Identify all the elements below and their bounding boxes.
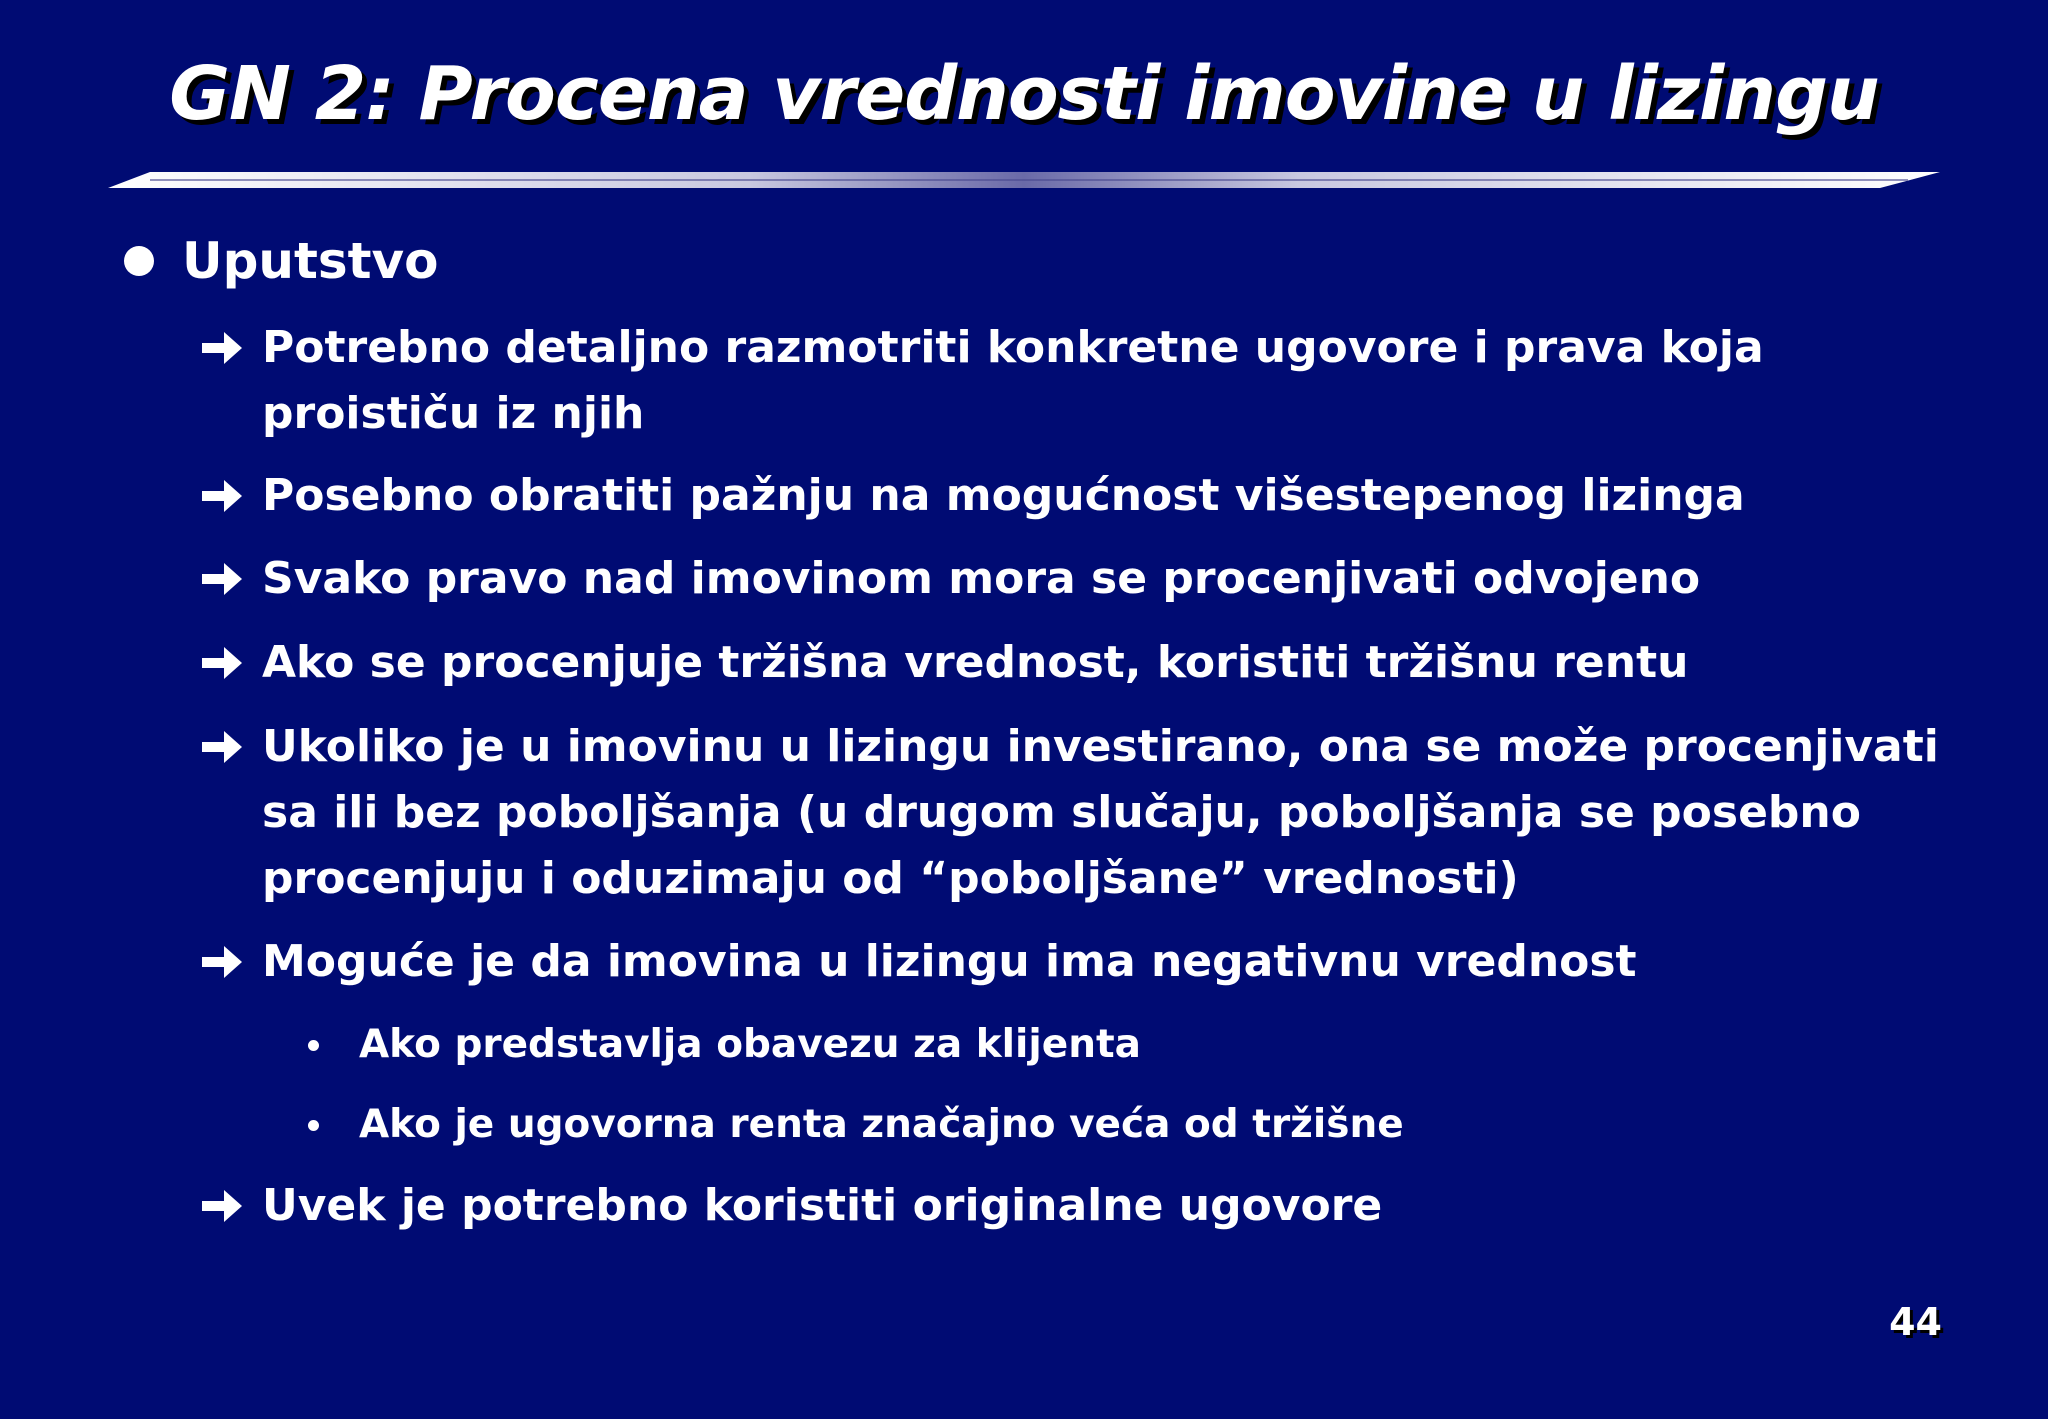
sub-list-item-text: Ako je ugovorna renta značajno veća od tržišne: [359, 1102, 1404, 1147]
right-arrow-icon: [200, 463, 262, 529]
list-item: [200, 463, 1745, 529]
list-item-text: Ako se procenjuje tržišna vrednost, koristiti tržišnu rentu: [262, 637, 1689, 688]
bullet-dot-icon: [308, 1040, 319, 1051]
right-arrow-icon: [200, 546, 262, 612]
sub-list-item: [308, 1095, 1404, 1155]
list-item: [200, 929, 1637, 995]
right-arrow-icon: [200, 714, 262, 780]
title-divider: [108, 170, 1940, 190]
list-item-text: Potrebno detaljno razmotriti konkretne ugovore i prava koja proističu iz njih: [262, 322, 1764, 439]
bullet-dot-icon: [308, 1120, 319, 1131]
right-arrow-icon: [200, 1173, 262, 1239]
list-item-text: Ukoliko je u imovinu u lizingu investirano, ona se može procenjivati sa ili bez poboljšanja (u drugom slučaju, poboljšanja se posebno procenjuju i oduzimaju od “poboljšane” vrednosti): [262, 721, 1939, 904]
list-item-text: Uvek je potrebno koristiti originalne ugovore: [262, 1180, 1383, 1231]
list-item: [200, 546, 1700, 612]
right-arrow-icon: [200, 630, 262, 696]
sub-list-item-text: Ako predstavlja obavezu za klijenta: [359, 1022, 1141, 1067]
list-item-text: Posebno obratiti pažnju na mogućnost višestepenog lizinga: [262, 470, 1745, 521]
slide-title: GN 2: Procena vrednosti imovine u lizingu: [169, 51, 1879, 137]
list-item-text: Svako pravo nad imovinom mora se procenjivati odvojeno: [262, 553, 1701, 604]
section-heading: [120, 226, 439, 296]
sub-list-item: [308, 1015, 1141, 1075]
list-item: [200, 630, 1688, 696]
list-item: [200, 315, 1764, 447]
right-arrow-icon: [200, 315, 262, 381]
section-heading-label: Uputstvo: [182, 232, 439, 290]
list-item: [200, 714, 1939, 912]
bullet-dot-icon: [124, 246, 154, 276]
list-item: [200, 1173, 1382, 1239]
page-number: 44: [1889, 1300, 1942, 1344]
right-arrow-icon: [200, 929, 262, 995]
list-item-text: Moguće je da imovina u lizingu ima negativnu vrednost: [262, 936, 1637, 987]
